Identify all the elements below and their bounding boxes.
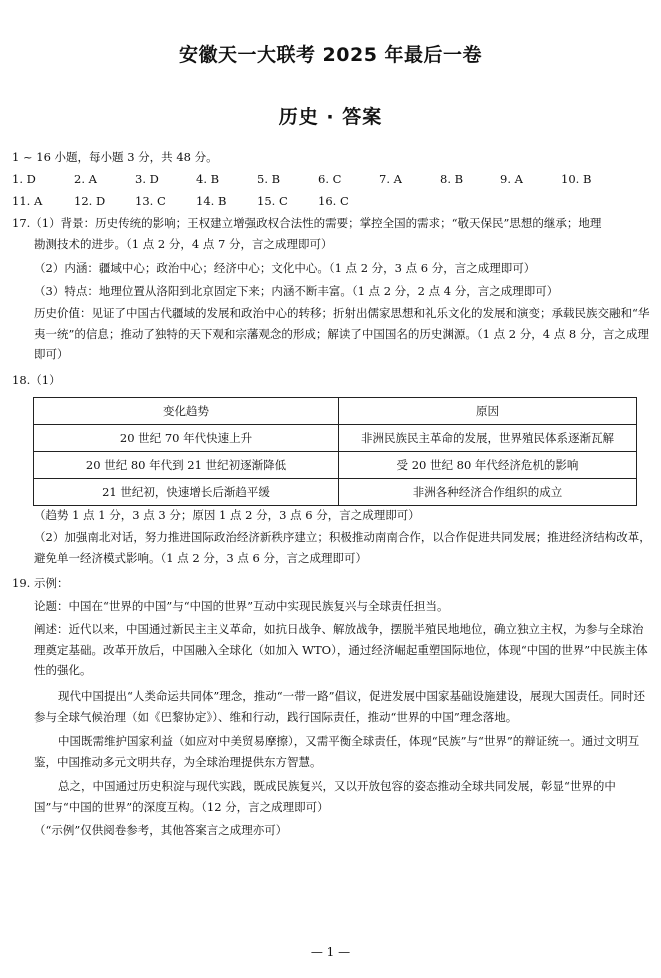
q19-label: 19. 示例：: [12, 576, 69, 590]
q17-part2: （2）内涵：疆域中心；政治中心；经济中心；文化中心。（1 点 2 分，3 点 6 分，言之成理即可）: [34, 261, 536, 275]
q19-paragraph-2: 现代中国提出“人类命运共同体”理念，推动“一带一路”倡议，促进发展中国家基础设施建设，展现大国责任。同时还参与全球气候治理（如《巴黎协定》）、维和行动，践行国际责任，推动“世界的中国”理念落地。: [34, 689, 646, 724]
mc-answer: 5. B: [257, 172, 281, 186]
table-cell-trend: 20 世纪 80 年代到 21 世纪初逐渐降低: [34, 452, 339, 479]
document-subtitle: 历史 · 答案: [278, 106, 383, 128]
table-row: [34, 425, 637, 452]
mc-answer: 15. C: [257, 194, 288, 208]
mc-answer: 4. B: [196, 172, 220, 186]
table-header-trend: 变化趋势: [34, 398, 339, 425]
table-header-row: [34, 398, 637, 425]
q19-paragraph-3: 中国既需维护国家利益（如应对中美贸易摩擦），又需平衡全球责任，体现“民族”与“世界”的辩证统一。通过文明互鉴，中国推动多元文明共存，为全球治理提供东方智慧。: [34, 734, 640, 769]
page-number: — 1 —: [310, 945, 351, 959]
q18-label: 18.（1）: [12, 373, 61, 387]
mc-answer: 2. A: [74, 172, 97, 186]
table-cell-reason: 非洲各种经济合作组织的成立: [339, 479, 637, 506]
q18-table: [33, 397, 637, 506]
q18-part2: （2）加强南北对话，努力推进国际政治经济新秩序建立；积极推动南南合作，以合作促进共同发展；推进经济结构改革，避免单一经济模式影响。（1 点 2 分，3 点 6 分，言之成理即可）: [34, 530, 651, 565]
table-row: [34, 479, 637, 506]
mc-answer: 10. B: [561, 172, 592, 186]
mc-answer: 1. D: [12, 172, 36, 186]
q19-paragraph-1: 阐述：近代以来，中国通过新民主主义革命，如抗日战争、解放战争，摆脱半殖民地地位，确立独立主权，为参与全球治理奠定基础。改革开放后，中国融入全球化（如加入 WTO），通过经济崛起重塑国际地位，体现“中国的世界”中民族主体性的强化。: [34, 622, 648, 677]
q17-part1-line1: 17.（1）背景：历史传统的影响；王权建立增强政权合法性的需要；掌控全国的需求；“敬天保民”思想的继承；地理: [12, 216, 602, 230]
table-cell-reason: 非洲民族民主革命的发展，世界殖民体系逐渐瓦解: [339, 425, 637, 452]
table-cell-reason: 受 20 世纪 80 年代经济危机的影响: [339, 452, 637, 479]
mc-answer: 8. B: [440, 172, 464, 186]
mc-answer: 12. D: [74, 194, 106, 208]
q19-paragraph-4: 总之，中国通过历史积淀与现代实践，既成民族复兴，又以开放包容的姿态推动全球共同发展，彰显“世界的中国”与“中国的世界”的深度互构。（12 分，言之成理即可）: [34, 779, 616, 814]
table-row: [34, 452, 637, 479]
q17-part3: （3）特点：地理位置从洛阳到北京固定下来；内涵不断丰富。（1 点 2 分，2 点 4 分，言之成理即可）: [34, 284, 559, 298]
table-cell-trend: 20 世纪 70 年代快速上升: [34, 425, 339, 452]
mc-answer: 9. A: [500, 172, 523, 186]
q19-note: （“示例”仅供阅卷参考，其他答案言之成理亦可）: [34, 823, 288, 837]
mc-answer: 6. C: [318, 172, 342, 186]
table-cell-trend: 21 世纪初，快速增长后渐趋平缓: [34, 479, 339, 506]
mc-intro: 1 ~ 16 小题，每小题 3 分，共 48 分。: [12, 150, 218, 164]
mc-answer: 11. A: [12, 194, 43, 208]
mc-answer: 14. B: [196, 194, 227, 208]
q17-historical-value: 历史价值：见证了中国古代疆域的发展和政治中心的转移；折射出儒家思想和礼乐文化的发展和演变；承载民族交融和“华夷一统”的信息；推动了独特的天下观和宗藩观念的形成；解读了中国国名的历史渊源。（1 点 2 分，4 点 8 分，言之成理即可）: [34, 306, 650, 361]
mc-answer: 7. A: [379, 172, 402, 186]
q19-thesis: 论题：中国在“世界的中国”与“中国的世界”互动中实现民族复兴与全球责任担当。: [34, 599, 449, 613]
q18-score-note: （趋势 1 点 1 分，3 点 3 分；原因 1 点 2 分，3 点 6 分，言之成理即可）: [34, 508, 420, 522]
mc-answer: 13. C: [135, 194, 166, 208]
mc-answer: 16. C: [318, 194, 349, 208]
mc-answer: 3. D: [135, 172, 159, 186]
document-title: 安徽天一大联考 2025 年最后一卷: [178, 44, 483, 66]
q17-part1-line2: 勘测技术的进步。（1 点 2 分，4 点 7 分，言之成理即可）: [34, 237, 333, 251]
table-header-reason: 原因: [339, 398, 637, 425]
